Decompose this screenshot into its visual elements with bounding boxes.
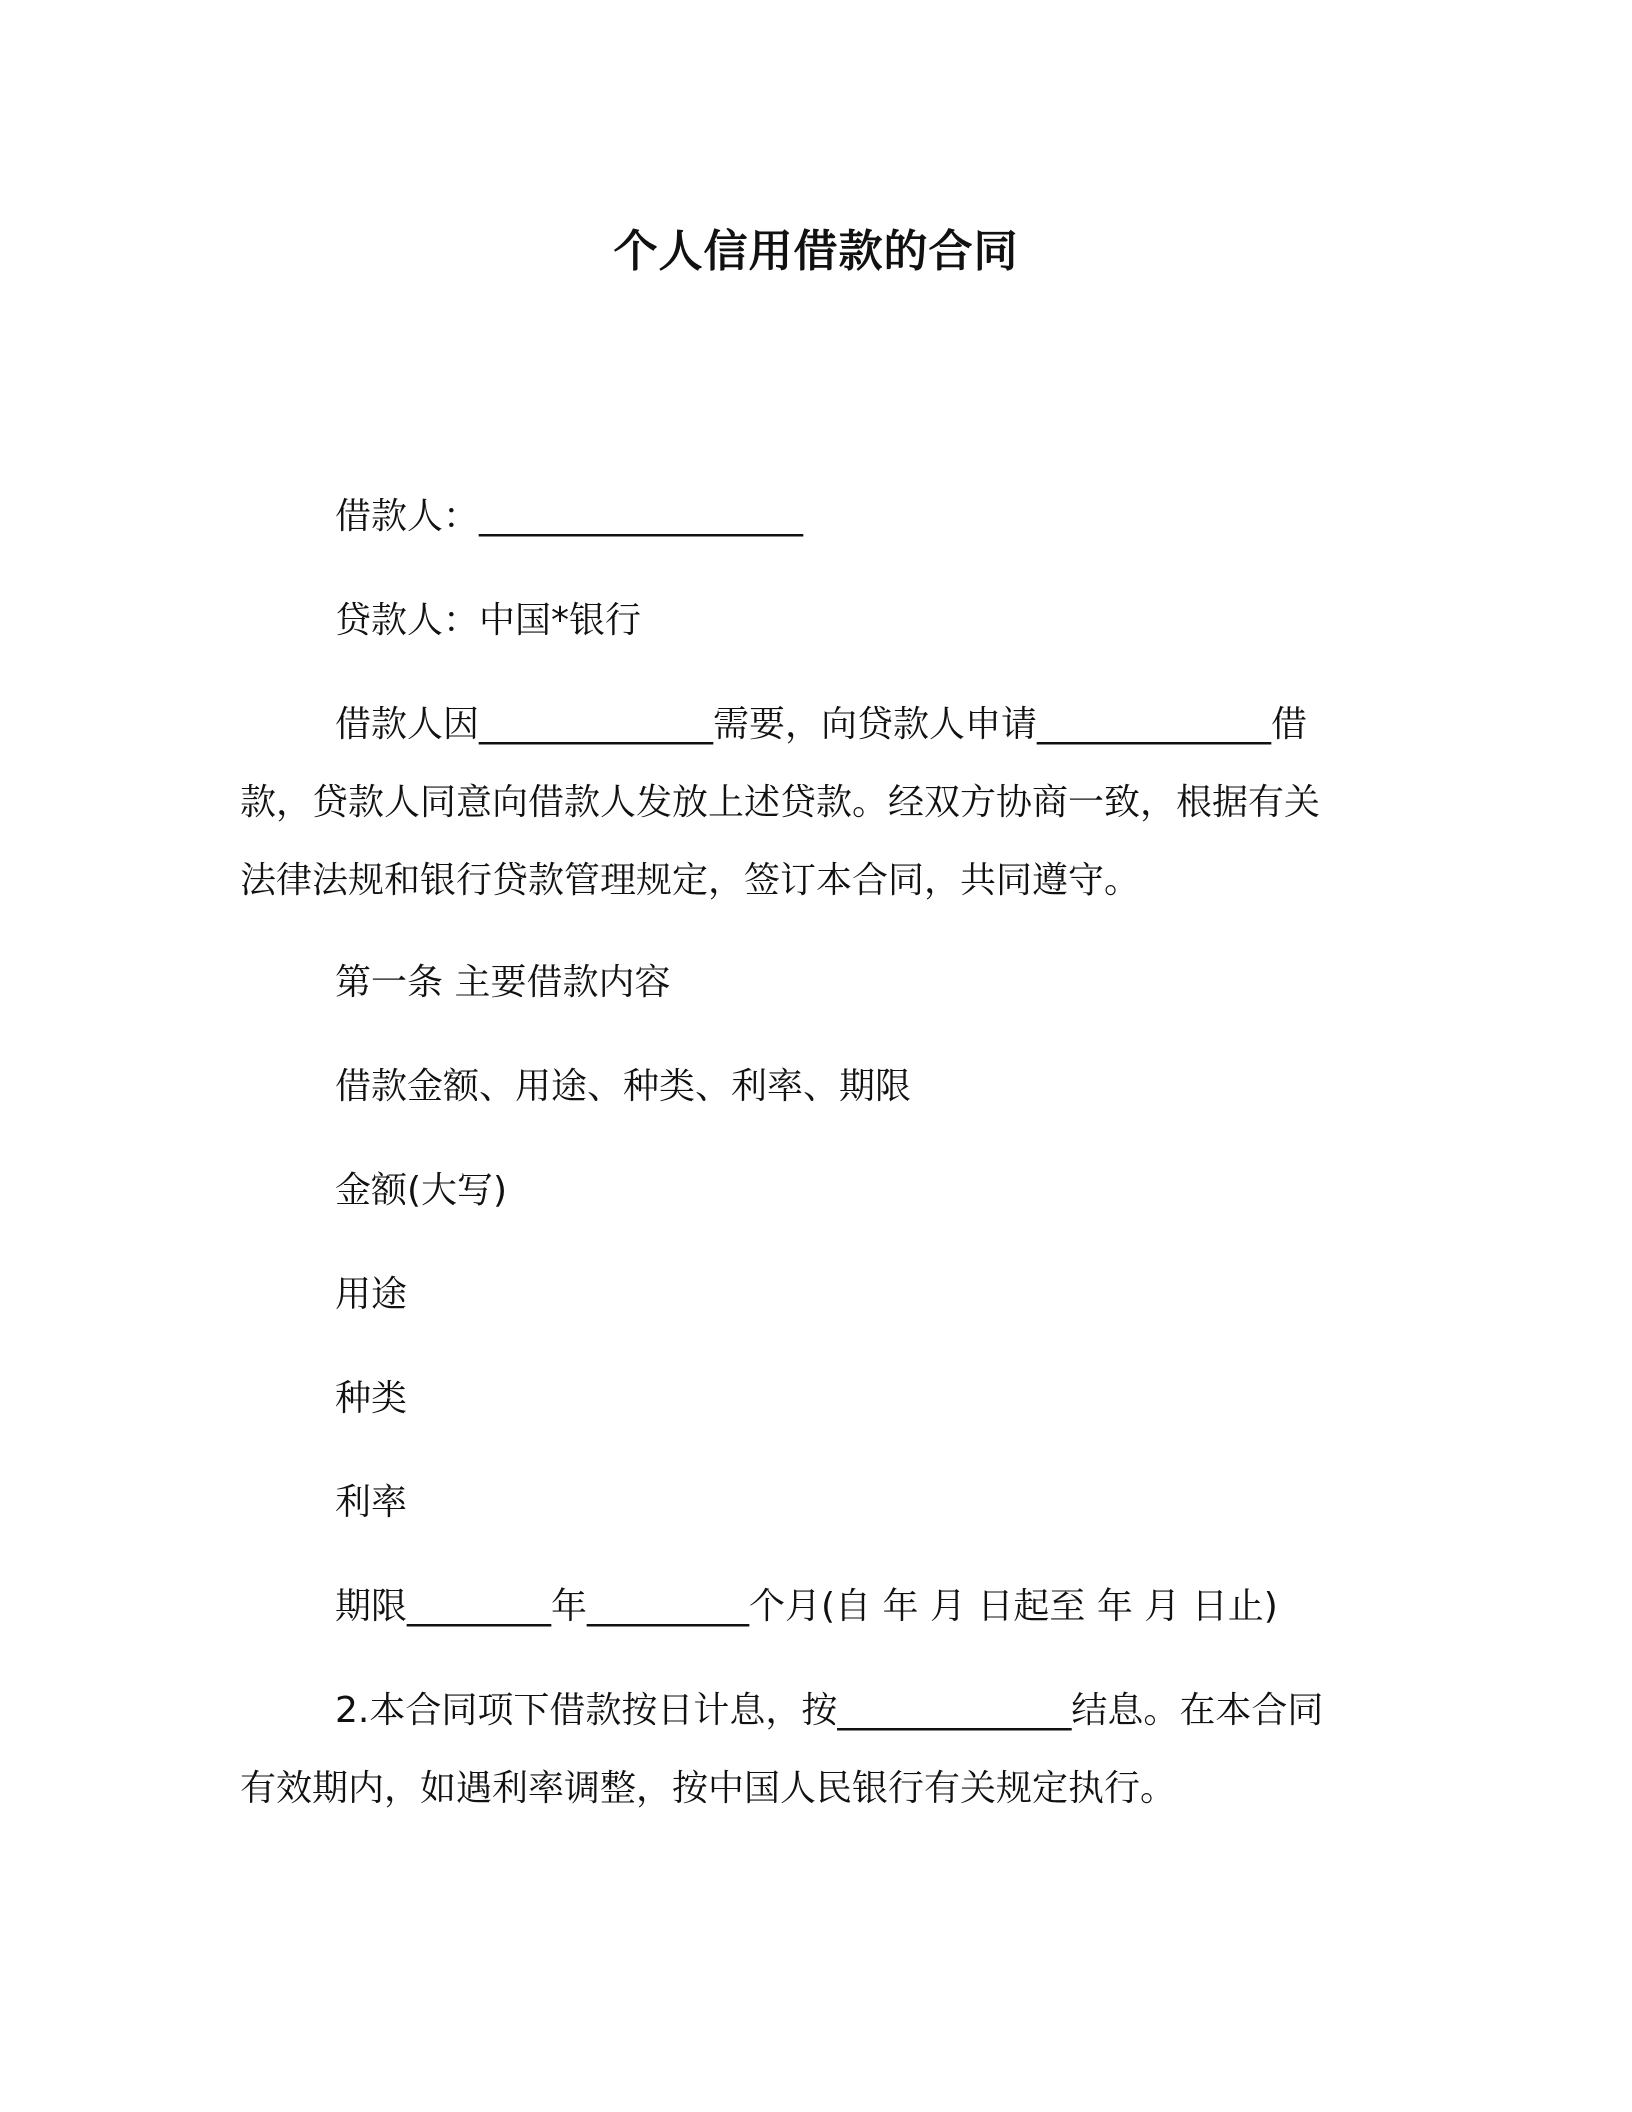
- intro-paragraph-line-2: 款，贷款人同意向借款人发放上述贷款。经双方协商一致，根据有关: [240, 782, 1321, 823]
- article-one-heading: 第一条 主要借款内容: [335, 962, 671, 1003]
- term-line: 期限________年_________个月(自 年 月 日起至 年 月 日止): [335, 1586, 1278, 1627]
- document-title: 个人信用借款的合同: [613, 226, 1019, 277]
- type-line: 种类: [335, 1378, 408, 1419]
- lender-line: 贷款人：中国*银行: [335, 600, 642, 641]
- interest-rate-line: 利率: [335, 1482, 408, 1523]
- purpose-line: 用途: [335, 1274, 408, 1315]
- intro-paragraph-line-1: 借款人因_____________需要，向贷款人申请_____________借: [335, 704, 1308, 745]
- amount-line: 金额(大写): [335, 1170, 508, 1211]
- loan-items-line: 借款金额、用途、种类、利率、期限: [335, 1066, 912, 1107]
- interest-clause-line-2: 有效期内，如遇利率调整，按中国人民银行有关规定执行。: [240, 1768, 1177, 1809]
- borrower-line: 借款人：__________________: [335, 496, 804, 537]
- intro-paragraph-line-3: 法律法规和银行贷款管理规定，签订本合同，共同遵守。: [240, 860, 1141, 901]
- interest-clause-line-1: 2.本合同项下借款按日计息，按_____________结息。在本合同: [335, 1690, 1324, 1731]
